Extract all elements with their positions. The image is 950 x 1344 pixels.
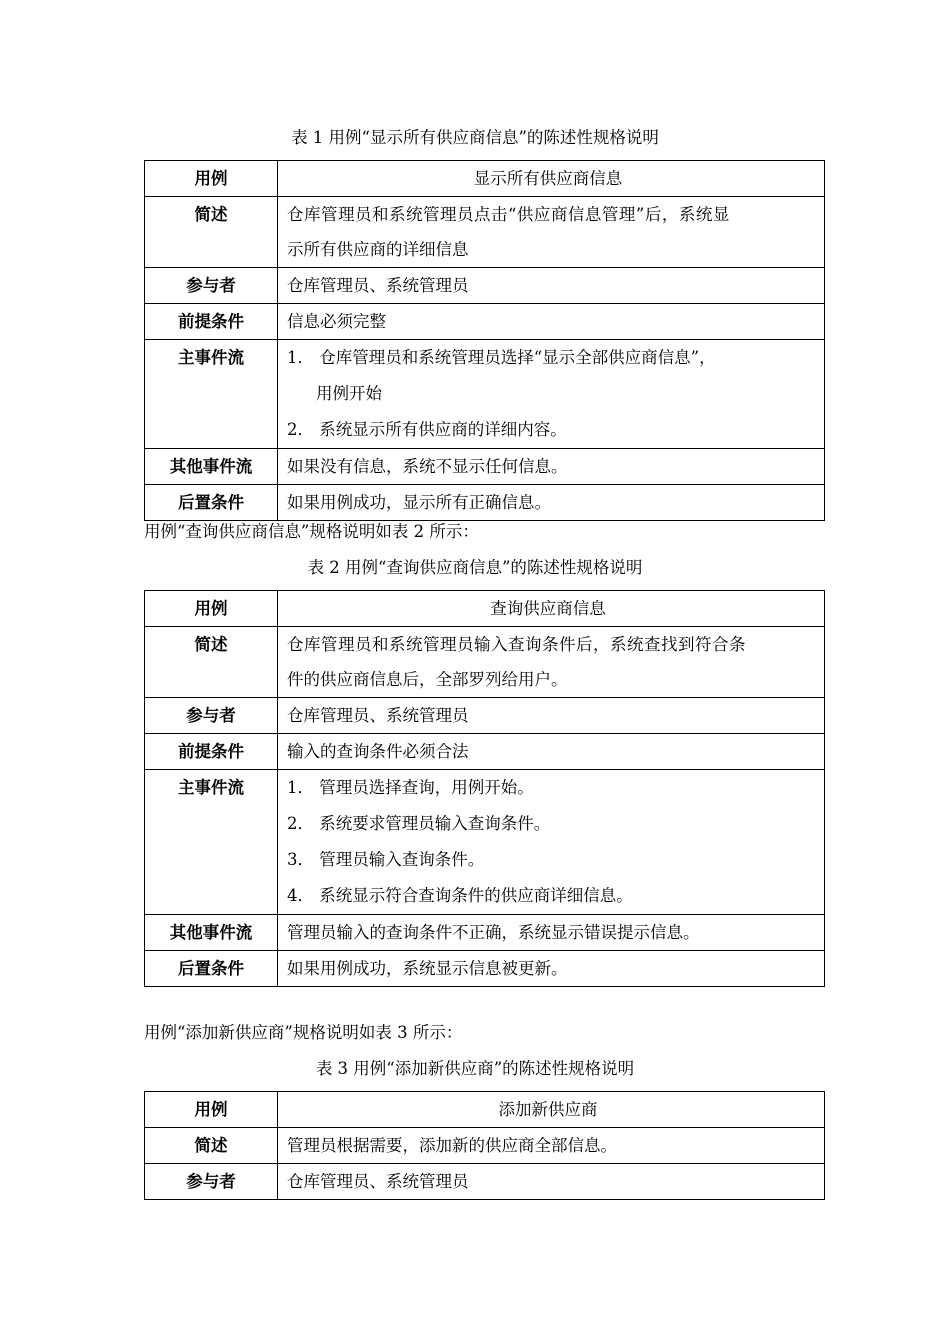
table2-row-mainflow	[145, 770, 825, 915]
table2-key-mainflow: 主事件流	[145, 770, 278, 915]
table2-step1: 1． 管理员选择查询，用例开始。	[287, 778, 534, 797]
table2-step3: 3． 管理员输入查询条件。	[287, 850, 485, 869]
table2-val-otherflow: 管理员输入的查询条件不正确，系统显示错误提示信息。	[278, 915, 825, 951]
table2-row-usecase	[145, 591, 825, 627]
table1-row-precondition	[145, 304, 825, 340]
table1-row-actors	[145, 268, 825, 304]
table2-val-actors: 仓库管理员、系统管理员	[278, 698, 825, 734]
table2-val-postcondition: 如果用例成功，系统显示信息被更新。	[278, 951, 825, 987]
table2-step4: 4． 系统显示符合查询条件的供应商详细信息。	[287, 886, 633, 905]
table1-key-brief: 简述	[145, 197, 278, 268]
table3-key-actors: 参与者	[145, 1164, 278, 1200]
table1-val-brief	[278, 197, 825, 268]
table1-key-precondition: 前提条件	[145, 304, 278, 340]
table2-row-otherflow	[145, 915, 825, 951]
table1-step1b: 用例开始	[316, 384, 382, 403]
table2-key-usecase: 用例	[145, 591, 278, 627]
table2-val-brief	[278, 627, 825, 698]
table2-row-brief	[145, 627, 825, 698]
table1-step2: 2． 系统显示所有供应商的详细内容。	[287, 420, 567, 439]
table2-brief-line2: 件的供应商信息后，全部罗列给用户。	[287, 670, 568, 689]
table3-val-usecase: 添加新供应商	[278, 1092, 825, 1128]
table1-key-postcondition: 后置条件	[145, 485, 278, 521]
table1-row-otherflow	[145, 449, 825, 485]
table1-val-mainflow	[278, 340, 825, 449]
table3-caption: 表 3 用例“添加新供应商”的陈述性规格说明	[315, 1059, 635, 1078]
table2-brief-line1: 仓库管理员和系统管理员输入查询条件后，系统查找到符合条	[287, 635, 746, 654]
table1-val-actors: 仓库管理员、系统管理员	[278, 268, 825, 304]
table2-caption: 表 2 用例“查询供应商信息”的陈述性规格说明	[307, 558, 643, 577]
table2-row-precondition	[145, 734, 825, 770]
table1-val-otherflow: 如果没有信息，系统不显示任何信息。	[278, 449, 825, 485]
table1-row-mainflow	[145, 340, 825, 449]
table1-row-postcondition	[145, 485, 825, 521]
table1-key-mainflow: 主事件流	[145, 340, 278, 449]
table2-val-mainflow	[278, 770, 825, 915]
table1-caption: 表 1 用例“显示所有供应商信息”的陈述性规格说明	[291, 128, 659, 147]
table1-brief-line1: 仓库管理员和系统管理员点击“供应商信息管理”后，系统显	[287, 205, 730, 224]
table1-val-usecase: 显示所有供应商信息	[278, 161, 825, 197]
table3-row-usecase	[145, 1092, 825, 1128]
table1-key-actors: 参与者	[145, 268, 278, 304]
table1-key-usecase: 用例	[145, 161, 278, 197]
table3	[144, 1091, 825, 1200]
table2-step2: 2． 系统要求管理员输入查询条件。	[287, 814, 551, 833]
table3-val-brief: 管理员根据需要，添加新的供应商全部信息。	[278, 1128, 825, 1164]
table2-key-actors: 参与者	[145, 698, 278, 734]
paragraph-table3-intro: 用例“添加新供应商”规格说明如表 3 所示：	[144, 1023, 463, 1042]
table2-key-postcondition: 后置条件	[145, 951, 278, 987]
table2-row-actors	[145, 698, 825, 734]
paragraph-table2-intro: 用例“查询供应商信息”规格说明如表 2 所示：	[144, 522, 479, 541]
table2-key-precondition: 前提条件	[145, 734, 278, 770]
table1-row-usecase	[145, 161, 825, 197]
table3-key-usecase: 用例	[145, 1092, 278, 1128]
table1-key-otherflow: 其他事件流	[145, 449, 278, 485]
table3-key-brief: 简述	[145, 1128, 278, 1164]
table1	[144, 160, 825, 521]
table1-brief-line2: 示所有供应商的详细信息	[287, 240, 469, 259]
table1-val-postcondition: 如果用例成功，显示所有正确信息。	[278, 485, 825, 521]
table1-val-precondition: 信息必须完整	[278, 304, 825, 340]
table3-row-brief	[145, 1128, 825, 1164]
table2-val-precondition: 输入的查询条件必须合法	[278, 734, 825, 770]
table2-key-brief: 简述	[145, 627, 278, 698]
table3-row-actors	[145, 1164, 825, 1200]
table2	[144, 590, 825, 987]
table1-step1a: 1． 仓库管理员和系统管理员选择“显示全部供应商信息”，	[287, 348, 716, 367]
table3-val-actors: 仓库管理员、系统管理员	[278, 1164, 825, 1200]
table1-row-brief	[145, 197, 825, 268]
table2-row-postcondition	[145, 951, 825, 987]
table2-val-usecase: 查询供应商信息	[278, 591, 825, 627]
table2-key-otherflow: 其他事件流	[145, 915, 278, 951]
